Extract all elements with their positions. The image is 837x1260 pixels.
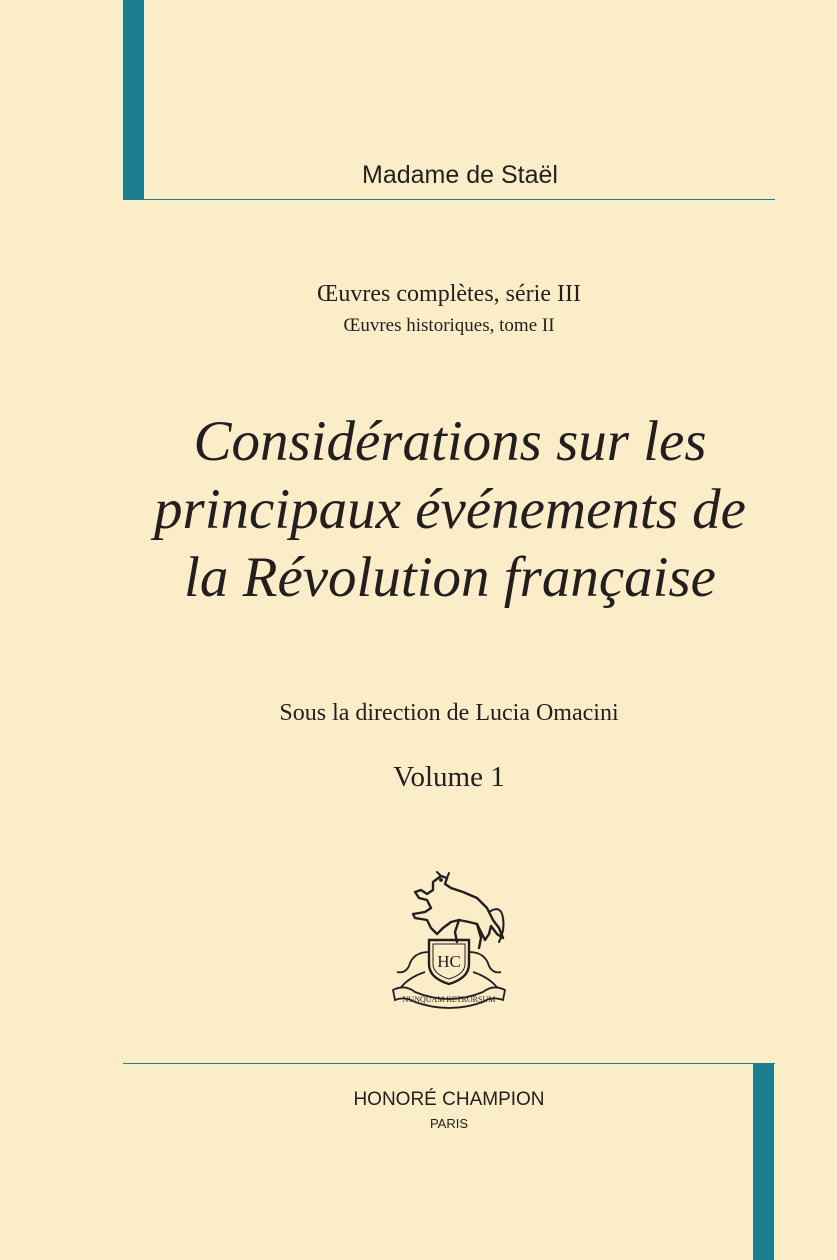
editor-credit: Sous la direction de Lucia Omacini (279, 700, 619, 726)
book-title (110, 408, 790, 612)
author-name: Madame de Staël (362, 161, 558, 189)
top-divider (123, 199, 775, 200)
book-title-line: Considérations sur les (193, 410, 707, 473)
book-title-line: principaux événements de (154, 478, 746, 541)
horse-crest-emblem-icon (385, 868, 511, 1014)
bottom-divider (123, 1063, 775, 1064)
subseries-title: Œuvres historiques, tome II (343, 315, 555, 336)
top-accent-bar (123, 0, 144, 200)
publisher-name: HONORÉ CHAMPION (353, 1089, 545, 1110)
series-title: Œuvres complètes, série III (317, 281, 581, 307)
publisher-city: PARIS (429, 1116, 469, 1131)
emblem-motto: NUNQUAM RETRORSUM (402, 995, 496, 1004)
emblem-monogram: HC (437, 952, 461, 971)
book-title-line: la Révolution française (184, 546, 716, 609)
volume-number: Volume 1 (393, 761, 505, 793)
